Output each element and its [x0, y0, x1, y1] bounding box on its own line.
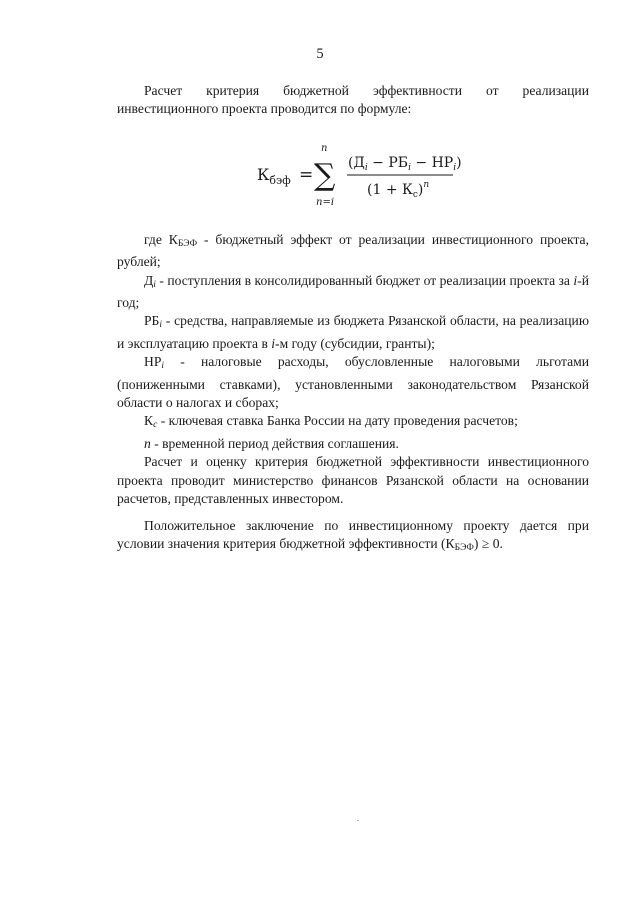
intro-paragraph: Расчет критерия бюджетной эффективности от реализации инвестиционного проекта проводится по формуле:: [117, 83, 589, 117]
formula-lhs-main: К: [257, 164, 270, 184]
ministry-paragraph: Расчет и оценку критерия бюджетной эффективности инвестиционного проекта проводит министерство финансов Рязанской области на основании расчетов, представленных инвестором.: [117, 454, 589, 507]
conclusion-paragraph: Положительное заключение по инвестиционному проекту дается при условии значения критерия бюджетной эффективности $(К_{БЭФ}) \ge 0$.: [117, 517, 589, 553]
formula-block: [117, 119, 589, 231]
scan-speck: [357, 820, 359, 821]
budget-efficiency-formula: [257, 127, 462, 227]
definition-n: n - временной период действия соглашения.: [144, 435, 399, 451]
formula-denominator: $(1 + К_c)^n$: [367, 179, 430, 200]
formula-numerator: $(Д_i - РБ_i - НР_i)$: [348, 154, 462, 173]
sum-lower-limit: n=i: [316, 196, 335, 208]
page-number: 5: [316, 46, 324, 62]
formula-lhs: [257, 165, 291, 187]
definition-nr-i: $НР_i$ - налоговые расходы, обусловленные налоговыми льготами (пониженными ставками), установленными законодательством Рязанской области о налогах и сборах;: [117, 354, 589, 411]
definition-d-i: $Д_i$ - поступления в консолидированный бюджет от реализации проекта за i-й год;: [117, 272, 589, 311]
formula-lhs-sub: бэф: [269, 173, 291, 187]
sum-sign-icon: ∑: [314, 157, 336, 193]
definition-rb-i: $РБ_i$ - средства, направляемые из бюджета Рязанской области, на реализацию и эксплуатацию проекта в i-м году (субсидии, гранты);: [117, 313, 589, 351]
document-body: [117, 82, 589, 557]
sum-upper-limit: n: [321, 142, 328, 154]
definition-k-bef: где $К_{БЭФ}$ - бюджетный эффект от реализации инвестиционного проекта, рублей;: [117, 231, 589, 270]
definition-k-c: $К_c$ - ключевая ставка Банка России на дату проведения расчетов;: [144, 413, 518, 431]
formula-equals: =: [299, 164, 314, 185]
